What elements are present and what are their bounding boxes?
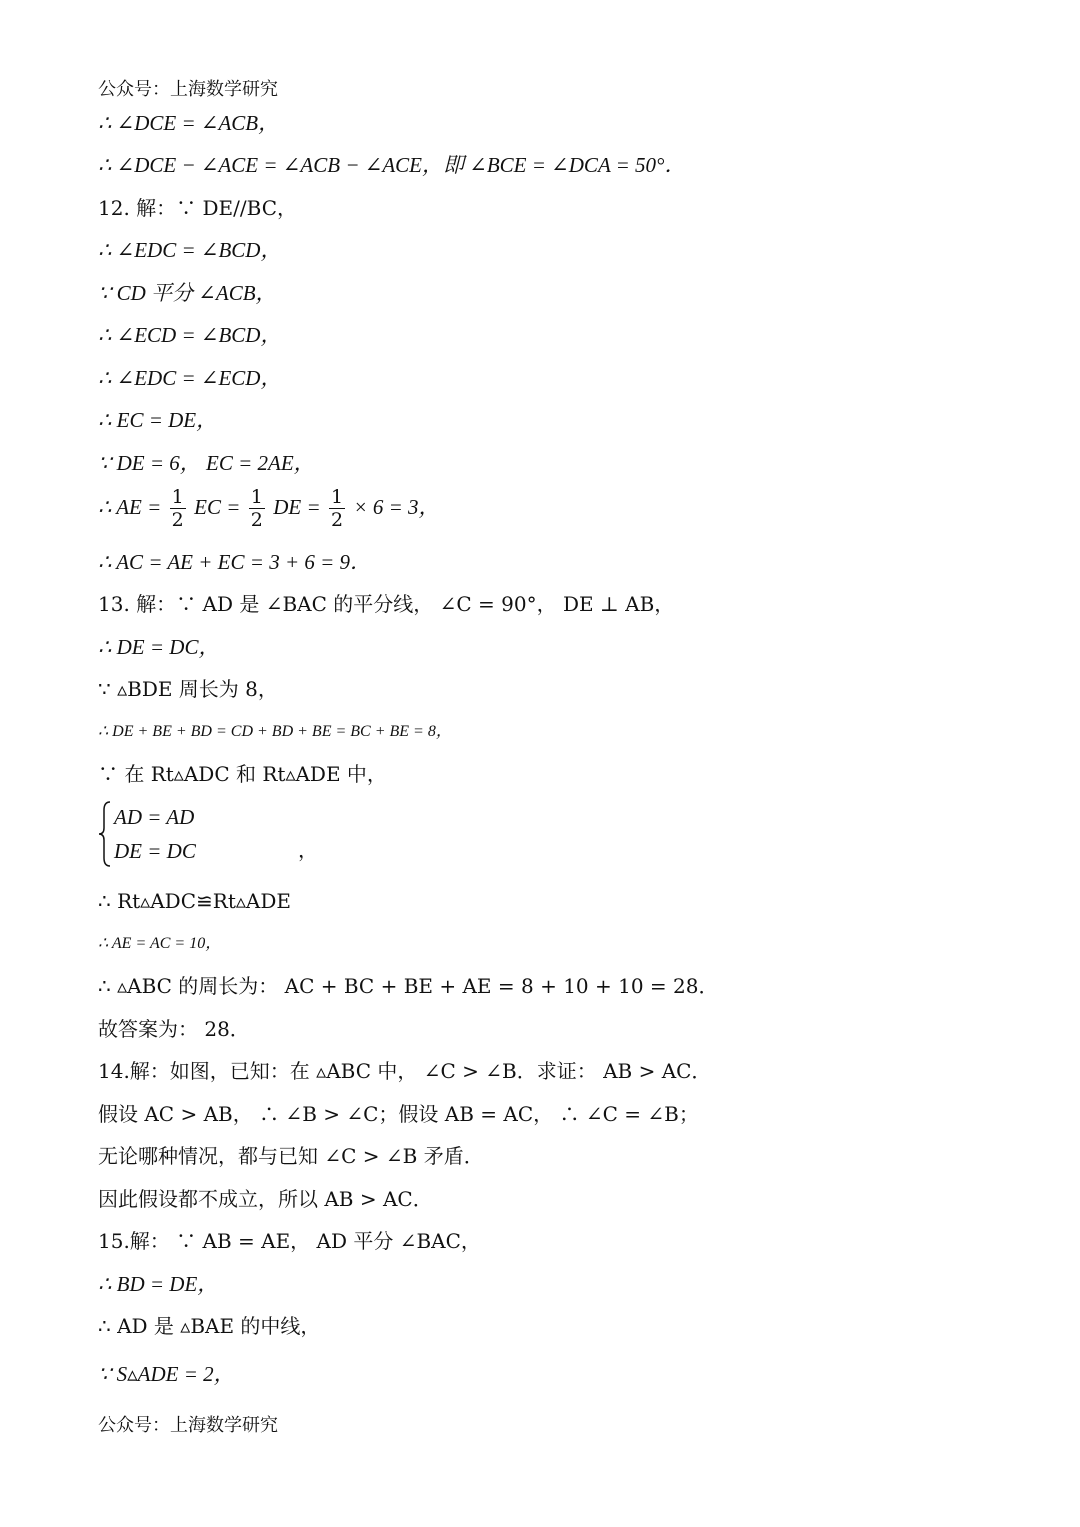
line-2: ∴ ∠DCE − ∠ACE = ∠ACB − ∠ACE，即 ∠BCE = ∠DCA = 50°． [98, 153, 686, 177]
header-text: 公众号：上海数学研究 [98, 79, 278, 100]
system-line-1: AD = AD [114, 805, 195, 829]
line-18: ∴ ▵ABC 的周长为： AC + BC + BE + AE = 8 + 10 + 10 = 28． [98, 974, 719, 998]
line-22: 无论哪种情况，都与已知 ∠C > ∠B 矛盾． [98, 1144, 484, 1168]
system-comma: ， [298, 838, 318, 862]
fraction-mid-1: EC = [194, 495, 241, 519]
line-11: 13. 解：∵ AD 是 ∠BAC 的平分线， ∠C = 90°， DE ⊥ AB， [98, 592, 675, 616]
system-line-2: DE = DC [114, 839, 196, 863]
line-12: ∴ DE = DC， [98, 635, 220, 659]
fraction-line [98, 486, 440, 531]
fraction-2 [249, 486, 265, 531]
line-10: ∴ AC = AE + EC = 3 + 6 = 9． [98, 550, 372, 574]
line-15: ∵ 在 Rt▵ADC 和 Rt▵ADE 中， [98, 762, 387, 786]
line-23: 因此假设都不成立，所以 AB > AC． [98, 1187, 433, 1211]
line-6: ∴ ∠ECD = ∠BCD， [98, 323, 282, 347]
line-27: ∵ S▵ADE = 2， [98, 1362, 235, 1386]
line-26: ∴ AD 是 ▵BAE 的中线， [98, 1314, 321, 1338]
line-1: ∴ ∠DCE = ∠ACB， [98, 111, 280, 135]
line-13: ∵ ▵BDE 周长为 8， [98, 677, 278, 701]
footer-text: 公众号：上海数学研究 [98, 1415, 278, 1436]
line-5: ∵ CD 平分 ∠ACB， [98, 281, 277, 305]
system-equations [114, 800, 196, 868]
line-14: ∴ DE + BE + BD = CD + BD + BE = BC + BE = 8， [98, 723, 452, 740]
line-9: ∵ DE = 6， EC = 2AE， [98, 451, 315, 475]
fraction-mid-2: DE = [273, 495, 321, 519]
line-8: ∴ EC = DE， [98, 408, 218, 432]
line-24: 15.解： ∵ AB = AE， AD 平分 ∠BAC， [98, 1229, 481, 1253]
line-4: ∴ ∠EDC = ∠BCD， [98, 238, 282, 262]
left-brace-icon [98, 800, 114, 868]
fraction-1 [170, 486, 186, 531]
fraction-3-denominator: 2 [330, 509, 344, 531]
fraction-prefix: ∴ AE = [98, 495, 162, 519]
fraction-2-numerator: 1 [250, 486, 263, 508]
line-20: 14.解：如图，已知：在 ▵ABC 中， ∠C > ∠B．求证： AB > AC． [98, 1059, 712, 1083]
fraction-3 [329, 486, 345, 531]
line-19: 故答案为： 28． [98, 1017, 250, 1041]
line-16: ∴ Rt▵ADC≌Rt▵ADE [98, 889, 291, 913]
line-25: ∴ BD = DE， [98, 1272, 219, 1296]
line-17: ∴ AE = AC = 10， [98, 935, 222, 952]
line-21: 假设 AC > AB， ∴ ∠B > ∠C；假设 AB = AC， ∴ ∠C = ∠B； [98, 1102, 699, 1126]
fraction-1-numerator: 1 [171, 486, 184, 508]
line-7: ∴ ∠EDC = ∠ECD， [98, 366, 282, 390]
line-3: 12. 解：∵ DE//BC， [98, 196, 298, 220]
fraction-2-denominator: 2 [250, 509, 263, 531]
fraction-suffix: × 6 = 3， [353, 495, 440, 519]
fraction-1-denominator: 2 [171, 509, 184, 531]
fraction-3-numerator: 1 [330, 486, 344, 508]
